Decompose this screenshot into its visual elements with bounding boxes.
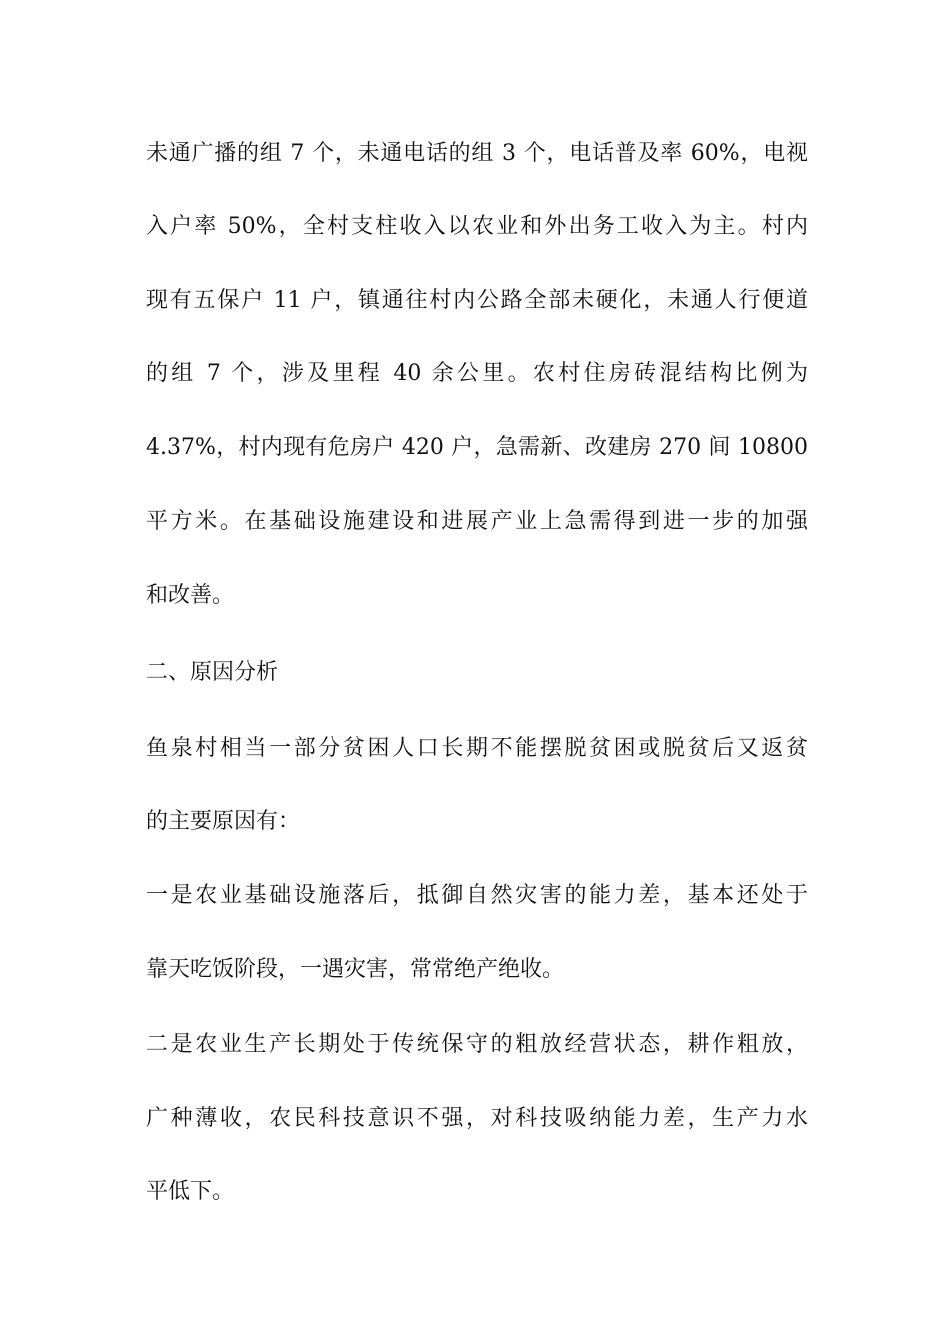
text-line: 二是农业生产长期处于传统保守的粗放经营状态，耕作粗放， bbox=[146, 1032, 808, 1057]
text-line: 靠天吃饭阶段，一遇灾害，常常绝产绝收。 bbox=[146, 957, 565, 982]
text-line: 未通广播的组 7 个，未通电话的组 3 个，电话普及率 60%，电视 bbox=[146, 141, 808, 166]
text-line: 平低下。 bbox=[146, 1179, 235, 1204]
section-heading: 二、原因分析 bbox=[146, 660, 279, 685]
text-line: 的主要原因有： bbox=[146, 809, 301, 834]
text-line: 现有五保户 11 户，镇通往村内公路全部未硬化，未通人行便道 bbox=[146, 288, 808, 313]
text-line: 平方米。在基础设施建设和进展产业上急需得到进一步的加强 bbox=[146, 509, 808, 534]
text-line: 4.37%，村内现有危房户 420 户，急需新、改建房 270 间 10800 bbox=[146, 435, 808, 460]
text-line: 入户率 50%，全村支柱收入以农业和外出务工收入为主。村内 bbox=[146, 214, 808, 239]
text-line: 的组 7 个，涉及里程 40 余公里。农村住房砖混结构比例为 bbox=[146, 361, 808, 386]
text-line: 鱼泉村相当一部分贫困人口长期不能摆脱贫困或脱贫后又返贫 bbox=[146, 736, 808, 761]
text-line: 和改善。 bbox=[146, 583, 235, 608]
text-line: 广种薄收，农民科技意识不强，对科技吸纳能力差，生产力水 bbox=[146, 1106, 808, 1131]
text-line: 一是农业基础设施落后，抵御自然灾害的能力差，基本还处于 bbox=[146, 883, 808, 908]
